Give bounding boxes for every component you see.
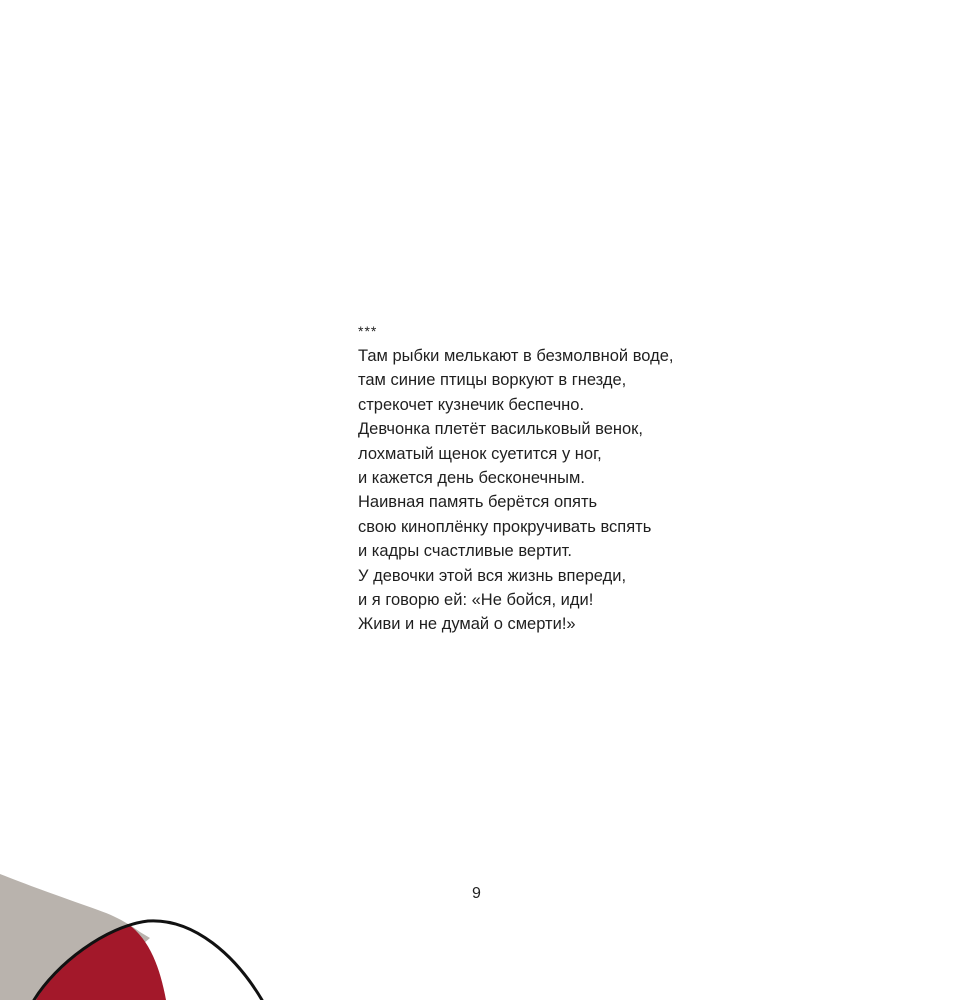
poem-line: лохматый щенок суетится у ног, [358,444,602,463]
poem-line: Живи и не думай о смерти!» [358,615,576,634]
poem-line: Девчонка плетёт васильковый венок, [358,420,643,439]
poem-line: там синие птицы воркуют в гнезде, [358,371,627,390]
poem-line: Наивная память берётся опять [358,493,598,512]
poem-line: Там рыбки мелькают в безмолвной воде, [358,347,674,365]
poem-line: и я говорю ей: «Не бойся, иди! [358,591,594,610]
poem [358,320,778,637]
poem-line: и кажется день бесконечным. [358,469,585,488]
poem-line: У девочки этой вся жизнь впереди, [358,566,627,585]
poem-section-marker: *** [358,323,378,339]
decorative-illustration [0,860,300,1000]
poem-line: и кадры счастливые вертит. [358,542,572,561]
page-number: 9 [472,885,481,902]
poem-line: свою киноплёнку прокручивать вспять [358,517,652,536]
poem-line: стрекочет кузнечик беспечно. [358,395,585,414]
